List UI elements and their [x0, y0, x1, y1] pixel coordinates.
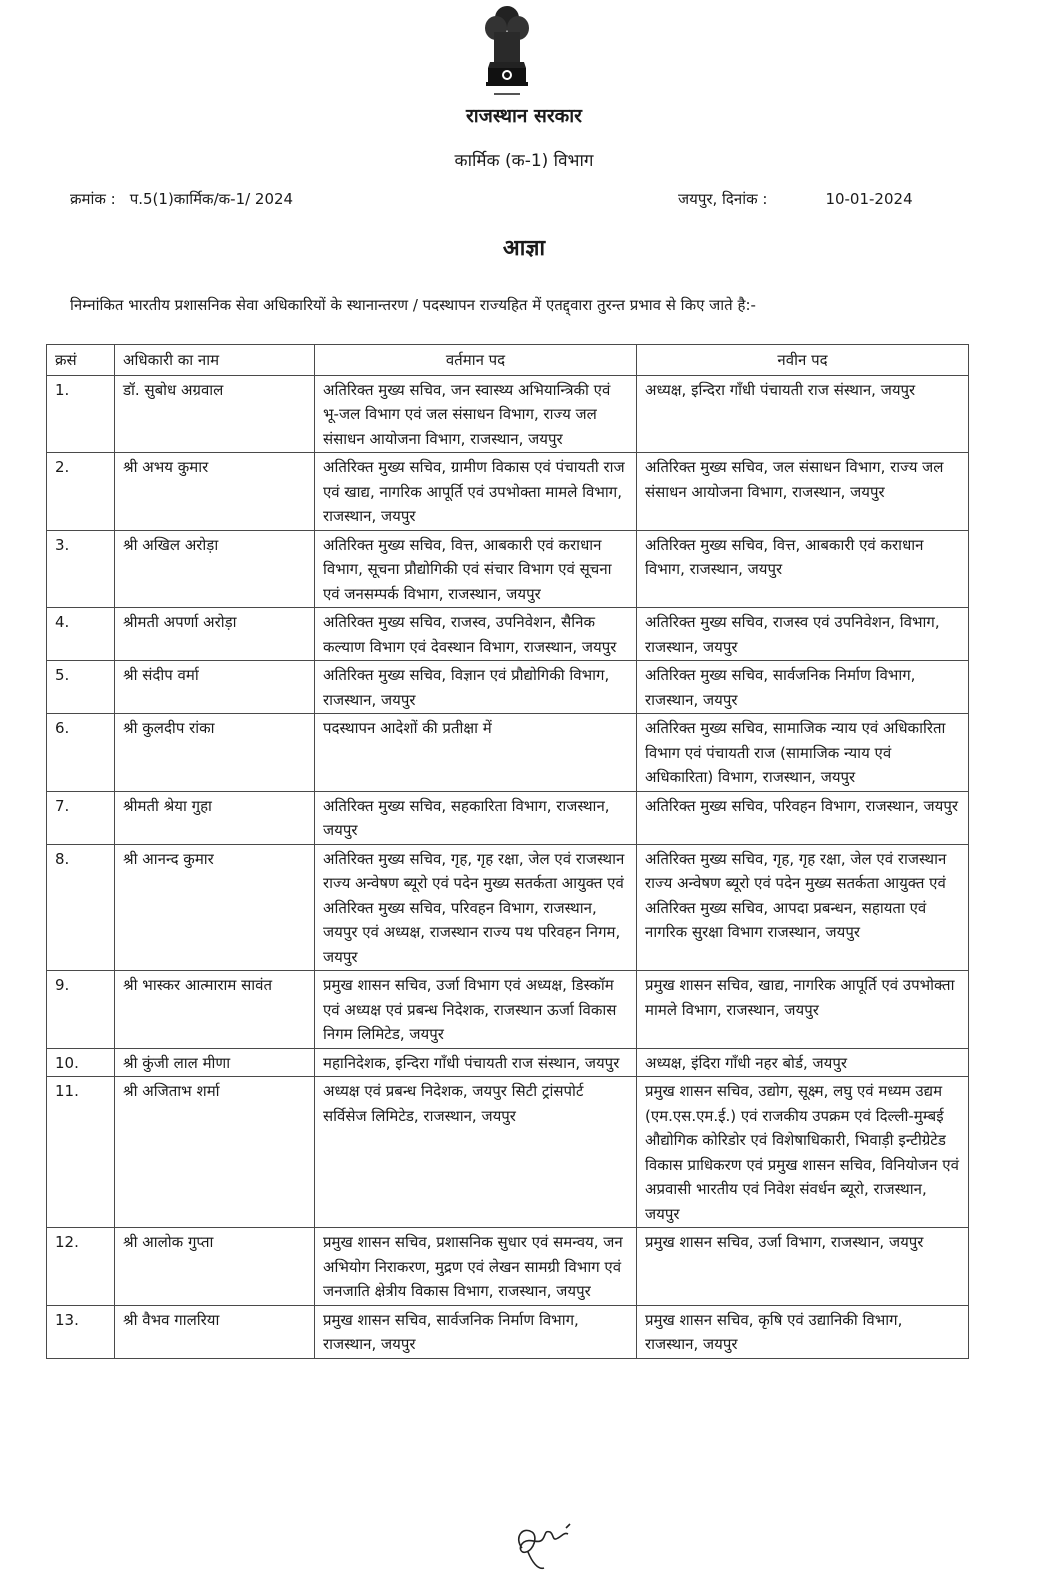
new-post-cell: अतिरिक्त मुख्य सचिव, वित्त, आबकारी एवं कराधान विभाग, राजस्थान, जयपुर — [637, 530, 969, 608]
new-post-cell: अतिरिक्त मुख्य सचिव, सामाजिक न्याय एवं अधिकारिता विभाग एवं पंचायती राज (सामाजिक न्याय एवं अधिकारिता) विभाग, राजस्थान, जयपुर — [637, 714, 969, 792]
table-row — [47, 1048, 969, 1077]
table-row — [47, 1077, 969, 1228]
serial-number-cell: 8. — [47, 844, 115, 971]
serial-number-cell: 11. — [47, 1077, 115, 1228]
new-post-cell: प्रमुख शासन सचिव, कृषि एवं उद्यानिकी विभाग, राजस्थान, जयपुर — [637, 1305, 969, 1358]
column-header-new-post: नवीन पद — [637, 345, 969, 376]
current-post-cell: अतिरिक्त मुख्य सचिव, राजस्व, उपनिवेशन, सैनिक कल्याण विभाग एवं देवस्थान विभाग, राजस्थान, जयपुर — [315, 608, 637, 661]
serial-number-cell: 3. — [47, 530, 115, 608]
officer-name-cell: श्रीमती श्रेया गुहा — [115, 791, 315, 844]
signature-icon — [508, 1518, 588, 1572]
place-date-line — [678, 189, 913, 209]
table-row — [47, 791, 969, 844]
current-post-cell: पदस्थापन आदेशों की प्रतीक्षा में — [315, 714, 637, 792]
current-post-cell: अतिरिक्त मुख्य सचिव, सहकारिता विभाग, राजस्थान, जयपुर — [315, 791, 637, 844]
new-post-cell: अतिरिक्त मुख्य सचिव, राजस्व एवं उपनिवेशन, विभाग, राजस्थान, जयपुर — [637, 608, 969, 661]
current-post-cell: अतिरिक्त मुख्य सचिव, वित्त, आबकारी एवं कराधान विभाग, सूचना प्रौद्योगिकी एवं संचार विभाग एवं सूचना एवं जनसम्पर्क विभाग, राजस्थान, जयपुर — [315, 530, 637, 608]
new-post-cell: अतिरिक्त मुख्य सचिव, सार्वजनिक निर्माण विभाग, राजस्थान, जयपुर — [637, 661, 969, 714]
column-header-current-post: वर्तमान पद — [315, 345, 637, 376]
order-title: आज्ञा — [502, 236, 546, 261]
serial-number-cell: 1. — [47, 375, 115, 453]
table-row — [47, 1305, 969, 1358]
reference-number: प.5(1)कार्मिक/क-1/ 2024 — [129, 190, 294, 208]
officer-name-cell: श्री संदीप वर्मा — [115, 661, 315, 714]
table-body — [47, 375, 969, 1358]
serial-number-cell: 12. — [47, 1228, 115, 1306]
government-title: राजस्थान सरकार — [466, 105, 582, 127]
serial-number-cell: 4. — [47, 608, 115, 661]
new-post-cell: अध्यक्ष, इंदिरा गाँधी नहर बोर्ड, जयपुर — [637, 1048, 969, 1077]
serial-number-cell: 6. — [47, 714, 115, 792]
serial-number-cell: 10. — [47, 1048, 115, 1077]
new-post-cell: अतिरिक्त मुख्य सचिव, जल संसाधन विभाग, राज्य जल संसाधन आयोजना विभाग, राजस्थान, जयपुर — [637, 453, 969, 531]
officer-name-cell: श्री वैभव गालरिया — [115, 1305, 315, 1358]
officer-name-cell: श्री भास्कर आत्माराम सावंत — [115, 971, 315, 1049]
current-post-cell: अतिरिक्त मुख्य सचिव, विज्ञान एवं प्रौद्योगिकी विभाग, राजस्थान, जयपुर — [315, 661, 637, 714]
column-header-officer-name: अधिकारी का नाम — [115, 345, 315, 376]
intro-paragraph: निम्नांकित भारतीय प्रशासनिक सेवा अधिकारियों के स्थानान्तरण / पदस्थापन राज्यहित में एतद्द्वारा तुरन्त प्रभाव से किए जाते है:- — [70, 296, 756, 314]
current-post-cell: प्रमुख शासन सचिव, प्रशासनिक सुधार एवं समन्वय, जन अभियोग निराकरण, मुद्रण एवं लेखन सामग्री विभाग एवं जनजाति क्षेत्रीय विकास विभाग, राजस्थान, जयपुर — [315, 1228, 637, 1306]
table-row — [47, 714, 969, 792]
table-header-row — [47, 345, 969, 376]
table-row — [47, 530, 969, 608]
current-post-cell: अतिरिक्त मुख्य सचिव, गृह, गृह रक्षा, जेल एवं राजस्थान राज्य अन्वेषण ब्यूरो एवं पदेन मुख्य सतर्कता आयुक्त एवं अतिरिक्त मुख्य सचिव, परिवहन विभाग, राजस्थान, जयपुर एवं अध्यक्ष, राजस्थान राज्य पथ परिवहन निगम, जयपुर — [315, 844, 637, 971]
current-post-cell: महानिदेशक, इन्दिरा गाँधी पंचायती राज संस्थान, जयपुर — [315, 1048, 637, 1077]
new-post-cell: प्रमुख शासन सचिव, खाद्य, नागरिक आपूर्ति एवं उपभोक्ता मामले विभाग, राजस्थान, जयपुर — [637, 971, 969, 1049]
order-date: 10-01-2024 — [825, 190, 913, 208]
officer-name-cell: श्री आनन्द कुमार — [115, 844, 315, 971]
officer-name-cell: श्री अखिल अरोड़ा — [115, 530, 315, 608]
officer-name-cell: श्री आलोक गुप्ता — [115, 1228, 315, 1306]
officer-name-cell: श्री अभय कुमार — [115, 453, 315, 531]
serial-number-cell: 13. — [47, 1305, 115, 1358]
column-header-serial: क्रसं — [47, 345, 115, 376]
transfer-table — [46, 344, 969, 1359]
officer-name-cell: श्री कुलदीप रांका — [115, 714, 315, 792]
new-post-cell: अध्यक्ष, इन्दिरा गाँधी पंचायती राज संस्थान, जयपुर — [637, 375, 969, 453]
serial-number-cell: 7. — [47, 791, 115, 844]
serial-number-cell: 2. — [47, 453, 115, 531]
table-row — [47, 608, 969, 661]
table-row — [47, 971, 969, 1049]
state-emblem-graphic — [472, 2, 542, 100]
current-post-cell: अतिरिक्त मुख्य सचिव, ग्रामीण विकास एवं पंचायती राज एवं खाद्य, नागरिक आपूर्ति एवं उपभोक्ता मामले विभाग, राजस्थान, जयपुर — [315, 453, 637, 531]
serial-number-cell: 9. — [47, 971, 115, 1049]
department-title: कार्मिक (क-1) विभाग — [454, 151, 594, 171]
state-emblem-icon — [472, 2, 542, 100]
signature-graphic — [508, 1518, 588, 1572]
table-row — [47, 661, 969, 714]
serial-number-cell: 5. — [47, 661, 115, 714]
table-row — [47, 453, 969, 531]
current-post-cell: अध्यक्ष एवं प्रबन्ध निदेशक, जयपुर सिटी ट्रांसपोर्ट सर्विसेज लिमिटेड, राजस्थान, जयपुर — [315, 1077, 637, 1228]
table-row — [47, 844, 969, 971]
place-date-label: जयपुर, दिनांक : — [678, 190, 768, 208]
officer-name-cell: डॉ. सुबोध अग्रवाल — [115, 375, 315, 453]
current-post-cell: प्रमुख शासन सचिव, सार्वजनिक निर्माण विभाग, राजस्थान, जयपुर — [315, 1305, 637, 1358]
current-post-cell: प्रमुख शासन सचिव, उर्जा विभाग एवं अध्यक्ष, डिस्कॉम एवं अध्यक्ष एवं प्रबन्ध निदेशक, राजस्थान ऊर्जा विकास निगम लिमिटेड, जयपुर — [315, 971, 637, 1049]
new-post-cell: अतिरिक्त मुख्य सचिव, गृह, गृह रक्षा, जेल एवं राजस्थान राज्य अन्वेषण ब्यूरो एवं पदेन मुख्य सतर्कता आयुक्त एवं अतिरिक्त मुख्य सचिव, आपदा प्रबन्धन, सहायता एवं नागरिक सुरक्षा विभाग राजस्थान, जयपुर — [637, 844, 969, 971]
new-post-cell: अतिरिक्त मुख्य सचिव, परिवहन विभाग, राजस्थान, जयपुर — [637, 791, 969, 844]
current-post-cell: अतिरिक्त मुख्य सचिव, जन स्वास्थ्य अभियान्त्रिकी एवं भू-जल विभाग एवं जल संसाधन विभाग, राज्य जल संसाधन आयोजना विभाग, राजस्थान, जयपुर — [315, 375, 637, 453]
officer-name-cell: श्री अजिताभ शर्मा — [115, 1077, 315, 1228]
table-row — [47, 1228, 969, 1306]
officer-name-cell: श्रीमती अपर्णा अरोड़ा — [115, 608, 315, 661]
officer-name-cell: श्री कुंजी लाल मीणा — [115, 1048, 315, 1077]
new-post-cell: प्रमुख शासन सचिव, उद्योग, सूक्ष्म, लघु एवं मध्यम उद्यम (एम.एस.एम.ई.) एवं राजकीय उपक्रम एवं दिल्ली-मुम्बई औद्योगिक कोरिडोर एवं विशेषाधिकारी, भिवाड़ी इन्टीग्रेटेड विकास प्राधिकरण एवं प्रमुख शासन सचिव, विनियोजन एवं अप्रवासी भारतीय एवं निवेश संवर्धन ब्यूरो, राजस्थान, जयपुर — [637, 1077, 969, 1228]
new-post-cell: प्रमुख शासन सचिव, उर्जा विभाग, राजस्थान, जयपुर — [637, 1228, 969, 1306]
reference-line — [70, 189, 293, 209]
reference-label: क्रमांक : — [70, 190, 116, 208]
table-row — [47, 375, 969, 453]
